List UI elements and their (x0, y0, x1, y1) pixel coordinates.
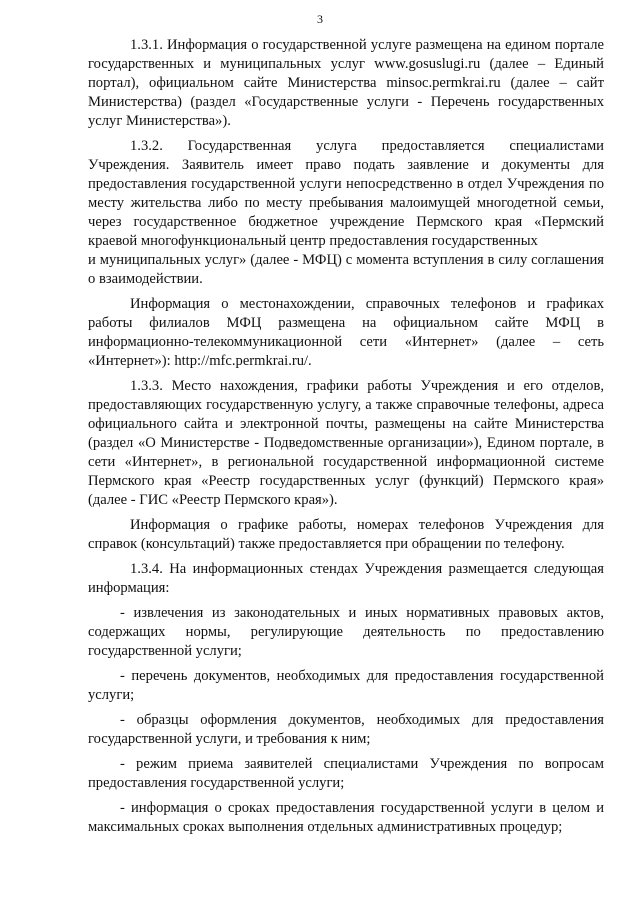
page-number: 3 (317, 12, 323, 26)
paragraph-1-3-4: 1.3.4. На информационных стендах Учреждения размещается следующая информация: (88, 561, 604, 596)
list-item: - режим приема заявителей специалистами Учреждения по вопросам предоставления государственной услуги; (88, 756, 604, 791)
list-item: - информация о сроках предоставления государственной услуги в целом и максимальных сроках выполнения отдельных административных процедур; (88, 800, 604, 835)
paragraph-mfc-info: Информация о местонахождении, справочных телефонов и графиках работы филиалов МФЦ размещена на официальном сайте МФЦ в информационно-телекоммуникационной сети «Интернет» (далее – сеть «Интернет»): http://mfc.permkrai.ru/. (88, 296, 604, 369)
paragraph-phone-info: Информация о графике работы, номерах телефонов Учреждения для справок (консультаций) также предоставляется при обращении по телефону. (88, 517, 604, 552)
paragraph-1-3-2: 1.3.2. Государственная услуга предоставляется специалистами Учреждения. Заявитель имеет право подать заявление и документы для предоставления государственной услуги непосредственно в отдел Учреждения по месту жительства либо по месту пребывания малоимущей многодетной семьи, через государственное бюджетное учреждение Пермского края «Пермский краевой многофункциональный центр предоставления государственных (88, 138, 604, 249)
list-item: - образцы оформления документов, необходимых для предоставления государственной услуги, и требования к ним; (88, 712, 604, 747)
paragraph-1-3-3: 1.3.3. Место нахождения, графики работы Учреждения и его отделов, предоставляющих государственную услугу, а также справочные телефоны, адреса официального сайта и электронной почты, размещены на сайте Министерства (раздел «О Министерстве - Подведомственные организации»), Едином портале, в сети «Интернет», в региональной государственной информационной системе Пермского края «Реестр государственных услуг (функций) Пермского края» (далее - ГИС «Реестр Пермского края»). (88, 378, 604, 508)
document-body (88, 36, 604, 837)
list-item: - извлечения из законодательных и иных нормативных правовых актов, содержащих нормы, регулирующие деятельность по предоставлению государственной услуги; (88, 605, 604, 659)
paragraph-1-3-1: 1.3.1. Информация о государственной услуге размещена на едином портале государственных и муниципальных услуг www.gosuslugi.ru (далее – Единый портал), официальном сайте Министерства minsoc.permkrai.ru (далее – сайт Министерства) (раздел «Государственные услуги - Перечень государственных услуг Министерства»). (88, 37, 604, 129)
paragraph-1-3-2-continued: и муниципальных услуг» (далее - МФЦ) с момента вступления в силу соглашения о взаимодействии. (88, 252, 604, 287)
list-item: - перечень документов, необходимых для предоставления государственной услуги; (88, 668, 604, 703)
